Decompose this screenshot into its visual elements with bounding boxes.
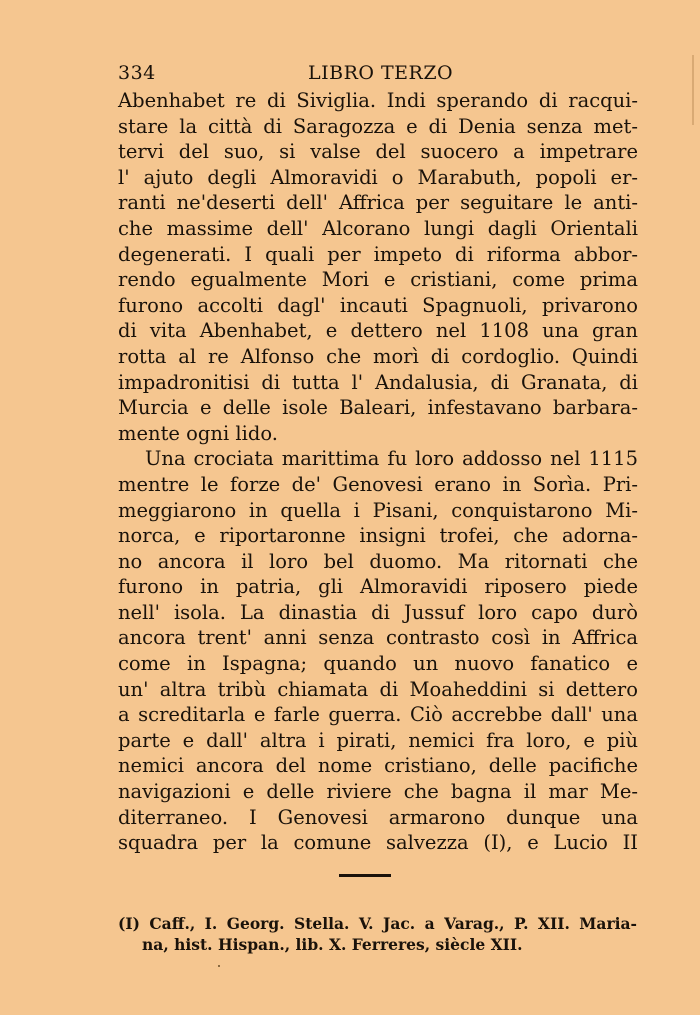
text-line: parte e dall' altra i pirati, nemici fra loro, e più (118, 728, 638, 752)
text-line: norca, e riportaronne insigni trofei, che adorna- (118, 524, 638, 548)
text-line: a screditarla e farle guerra. Ciò accrebbe dall' una (118, 703, 638, 727)
text-line: l' ajuto degli Almoravidi o Marabuth, popoli er- (118, 165, 638, 189)
running-title: LIBRO TERZO (308, 62, 454, 84)
text-line: mente ogni lido. (118, 421, 278, 445)
body-text (118, 88, 638, 856)
text-line: di vita Abenhabet, e dettero nel 1108 una gran (118, 319, 638, 343)
text-line: tervi del suo, si valse del suocero a impetrare (118, 140, 638, 164)
text-line: impadronitisi di tutta l' Andalusia, di Granata, di (118, 370, 638, 394)
paper-speck (218, 965, 220, 967)
text-line: stare la città di Saragozza e di Denia senza met- (118, 114, 638, 138)
footnotes (118, 913, 637, 955)
text-line: navigazioni e delle riviere che bagna il mar Me- (118, 780, 638, 804)
footnote-rule (339, 874, 391, 877)
text-line: furono in patria, gli Almoravidi riposero piede (118, 575, 638, 599)
text-line: un' altra tribù chiamata di Moaheddini si dettero (118, 677, 638, 701)
footnote-line: (I) Caff., I. Georg. Stella. V. Jac. a Varag., P. XII. Maria- (118, 914, 637, 933)
text-line: meggiarono in quella i Pisani, conquistarono Mi- (118, 498, 638, 522)
text-line: diterraneo. I Genovesi armarono dunque una (118, 805, 638, 829)
page-edge-shadow (692, 55, 694, 125)
text-line: Una crociata marittima fu loro addosso nel 1115 (145, 447, 638, 471)
text-line: che massime dell' Alcorano lungi dagli Orientali (118, 216, 638, 240)
footnote-line: na, hist. Hispan., lib. X. Ferreres, siècle XII. (142, 935, 523, 954)
text-line: Murcia e delle isole Baleari, infestavano barbara- (118, 396, 638, 420)
text-line: ancora trent' anni senza contrasto così in Affrica (118, 626, 638, 650)
text-line: ranti ne'deserti dell' Affrica per seguitare le anti- (118, 191, 638, 215)
text-line: degenerati. I quali per impeto di riforma abbor- (118, 242, 638, 266)
page-number: 334 (118, 62, 156, 84)
text-line: come in Ispagna; quando un nuovo fanatico e (118, 652, 638, 676)
text-line: nell' isola. La dinastia di Jussuf loro capo durò (118, 600, 638, 624)
text-line: furono accolti dagl' incauti Spagnuoli, privarono (118, 293, 638, 317)
page-header (118, 62, 638, 90)
text-line: Abenhabet re di Siviglia. Indi sperando di racqui- (118, 89, 638, 112)
text-line: no ancora il loro bel duomo. Ma ritornati che (118, 549, 638, 573)
text-line: nemici ancora del nome cristiano, delle pacifiche (118, 754, 638, 778)
text-line: rendo egualmente Mori e cristiani, come prima (118, 268, 638, 292)
text-line: rotta al re Alfonso che morì di cordoglio. Quindi (118, 344, 638, 368)
text-line: squadra per la comune salvezza (I), e Lucio II (118, 831, 638, 855)
text-line: mentre le forze de' Genovesi erano in Sorìa. Pri- (118, 472, 638, 496)
